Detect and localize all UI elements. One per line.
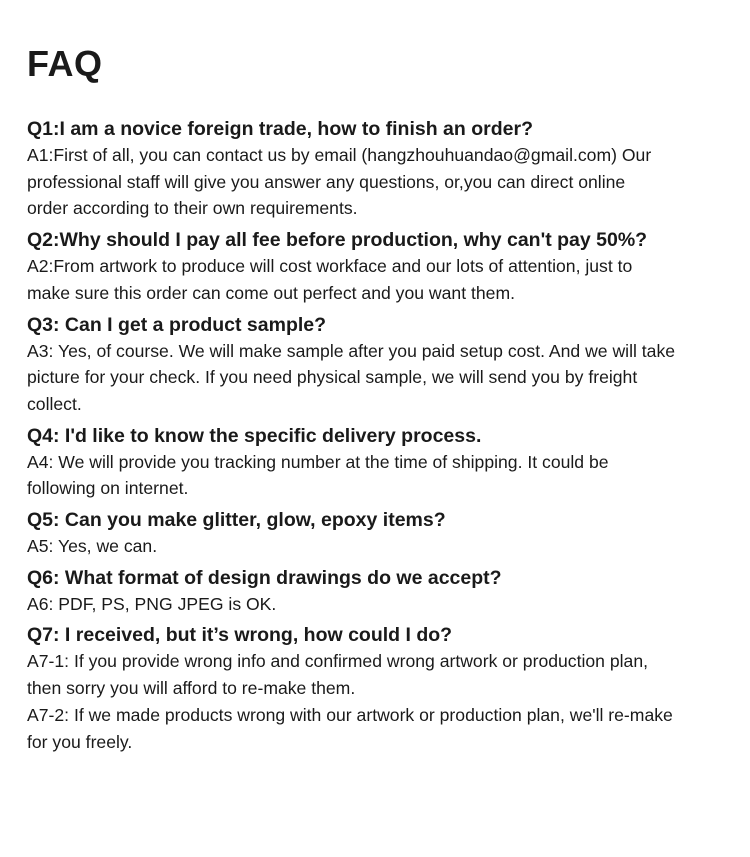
- faq-question: Q4: I'd like to know the specific delivery process.: [27, 424, 482, 447]
- faq-question: Q3: Can I get a product sample?: [27, 313, 327, 336]
- faq-answer-line: A2:From artwork to produce will cost workface and our lots of attention, just to: [27, 256, 633, 277]
- faq-answer: [27, 591, 742, 618]
- faq-answer-line: then sorry you will afford to re-make them.: [27, 678, 356, 699]
- faq-answer-line: picture for your check. If you need physical sample, we will send you by freight: [27, 367, 638, 388]
- faq-answer-line: A4: We will provide you tracking number at the time of shipping. It could be: [27, 451, 609, 472]
- faq-item: [27, 227, 742, 306]
- faq-question: Q7: I received, but it’s wrong, how could I do?: [27, 624, 453, 647]
- faq-question: Q1:I am a novice foreign trade, how to finish an order?: [27, 118, 533, 140]
- faq-answer: [27, 702, 742, 755]
- faq-question: Q6: What format of design drawings do we accept?: [27, 566, 502, 589]
- faq-answer: [27, 142, 742, 222]
- faq-answer: [27, 338, 742, 418]
- faq-item: [27, 312, 742, 418]
- faq-answer: [27, 449, 742, 502]
- faq-answer-line: A1:First of all, you can contact us by email (hangzhouhuandao@gmail.com) Our: [27, 145, 652, 165]
- faq-answer-line: order according to their own requirements.: [27, 198, 358, 219]
- faq-item: [27, 565, 742, 618]
- page-title: FAQ: [27, 43, 103, 84]
- faq-item: [27, 116, 742, 222]
- faq-answer-line: A6: PDF, PS, PNG JPEG is OK.: [27, 593, 277, 614]
- faq-answer-line: for you freely.: [27, 731, 133, 752]
- faq-answer-line: professional staff will give you answer any questions, or,you can direct online: [27, 171, 626, 192]
- faq-answer: [27, 648, 742, 701]
- faq-answer-line: following on internet.: [27, 478, 189, 499]
- faq-item: [27, 507, 742, 560]
- faq-answer-line: A5: Yes, we can.: [27, 536, 158, 557]
- faq-answer-line: A7-1: If you provide wrong info and confirmed wrong artwork or production plan,: [27, 651, 648, 672]
- faq-answer-line: A7-2: If we made products wrong with our artwork or production plan, we'll re-make: [27, 704, 673, 725]
- faq-question: Q2:Why should I pay all fee before production, why can't pay 50%?: [27, 229, 648, 252]
- faq-answer: [27, 533, 742, 560]
- faq-list: [27, 116, 742, 760]
- faq-answer-line: collect.: [27, 393, 82, 414]
- faq-answer: [27, 253, 742, 306]
- faq-answer-line: A3: Yes, of course. We will make sample after you paid setup cost. And we will take: [27, 340, 676, 361]
- faq-item: [27, 423, 742, 502]
- faq-item: [27, 622, 742, 755]
- faq-question: Q5: Can you make glitter, glow, epoxy items?: [27, 509, 446, 532]
- faq-answer-line: make sure this order can come out perfect and you want them.: [27, 282, 515, 303]
